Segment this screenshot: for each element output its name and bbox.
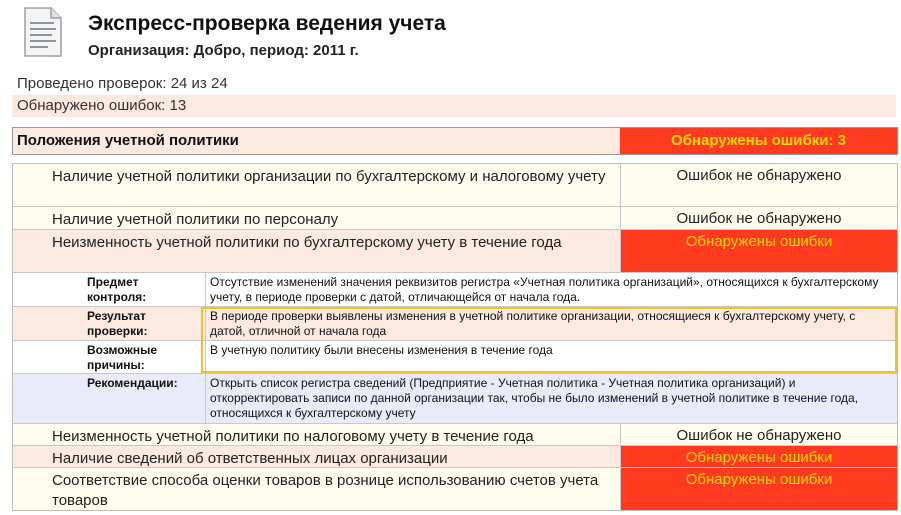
section-accounting-policy[interactable] bbox=[12, 127, 898, 155]
document-icon bbox=[22, 6, 64, 58]
detail-recommend-label: Рекомендации: bbox=[87, 376, 178, 390]
detail-result-value: В периоде проверки выявлены изменения в учетной политике организации, относящиеся к бухгалтерскому учету, с датой, отличной от начала года bbox=[205, 307, 897, 340]
detail-causes-value: В учетную политику были внесены изменения в течение года bbox=[205, 341, 897, 373]
check-result: Ошибок не обнаружено bbox=[620, 207, 897, 229]
detail-result-row bbox=[13, 307, 897, 341]
detail-subject-label: Предмет контроля: bbox=[87, 275, 147, 304]
table-row[interactable] bbox=[13, 424, 897, 446]
checks-table bbox=[12, 163, 898, 511]
table-row[interactable] bbox=[13, 230, 897, 273]
detail-causes-label: Возможные причины: bbox=[87, 343, 158, 372]
errors-found-text: Обнаружено ошибок: 13 bbox=[12, 95, 896, 117]
detail-recommend-value: Открыть список регистра сведений (Предприятие - Учетная политика - Учетная политика организаций) и откорректировать записи по данной организации так, чтобы не было изменений в учетной политике в течение года, относящихся к бухгалтерскому учету bbox=[205, 374, 897, 423]
section-status-badge[interactable]: Обнаружены ошибки: 3 bbox=[620, 128, 897, 154]
detail-result-label: Результат проверки: bbox=[87, 309, 148, 338]
table-row[interactable] bbox=[13, 164, 897, 207]
table-row[interactable] bbox=[13, 207, 897, 230]
check-result[interactable]: Обнаружены ошибки bbox=[620, 230, 897, 272]
page-subtitle: Организация: Добро, период: 2011 г. bbox=[88, 42, 359, 59]
checks-done-text: Проведено проверок: 24 из 24 bbox=[12, 73, 896, 95]
detail-subject-value: Отсутствие изменений значения реквизитов регистра «Учетная политика организаций», относящихся к бухгалтерскому учету, в периоде проверки с датой, отличающейся от начала года. bbox=[205, 273, 897, 306]
check-result[interactable]: Обнаружены ошибки bbox=[620, 446, 897, 467]
check-result[interactable]: Обнаружены ошибки bbox=[620, 468, 897, 510]
check-name: Наличие учетной политики организации по бухгалтерскому и налоговому учету bbox=[52, 168, 606, 185]
check-result: Ошибок не обнаружено bbox=[620, 424, 897, 445]
check-name: Наличие учетной политики по персоналу bbox=[52, 211, 339, 228]
report-header bbox=[0, 0, 901, 68]
section-label: Положения учетной политики bbox=[17, 132, 239, 149]
check-name: Неизменность учетной политики по налоговому учету в течение года bbox=[52, 428, 534, 445]
check-result: Ошибок не обнаружено bbox=[620, 164, 897, 206]
table-row[interactable] bbox=[13, 468, 897, 510]
detail-recommend-row bbox=[13, 374, 897, 424]
detail-subject-row bbox=[13, 273, 897, 307]
check-name: Соответствие способа оценки товаров в рознице использованию счетов учета товаров bbox=[52, 472, 599, 509]
detail-causes-row bbox=[13, 341, 897, 374]
check-name: Неизменность учетной политики по бухгалтерскому учету в течение года bbox=[52, 234, 562, 251]
check-name: Наличие сведений об ответственных лицах организации bbox=[52, 450, 448, 467]
table-row[interactable] bbox=[13, 446, 897, 468]
page-title: Экспресс-проверка ведения учета bbox=[88, 12, 446, 35]
